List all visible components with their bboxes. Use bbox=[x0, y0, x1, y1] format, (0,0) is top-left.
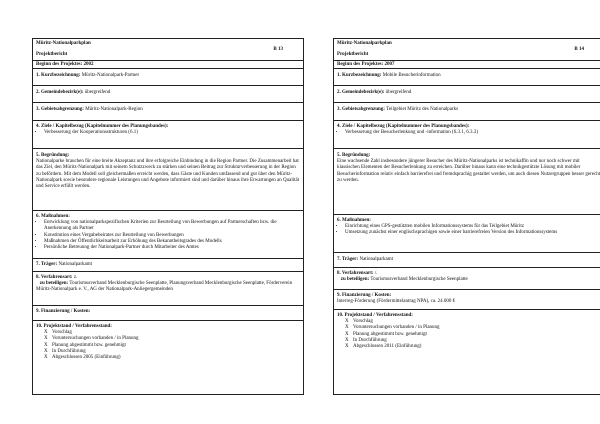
status-item: X Abgeschlossen 2005 (Einführung) bbox=[44, 355, 121, 361]
sheet-header bbox=[334, 39, 600, 61]
status-item: X Voruntersuchungen vorhanden / in Planung bbox=[345, 325, 440, 331]
measure-item: • Entwicklung von nationalparkspezifischen Kriterien zur Beurteilung von Bewerbungen auf Partnerschaften bzw. die Anerkennung als Partner bbox=[44, 220, 300, 232]
sheet-header bbox=[33, 39, 303, 61]
project-sheet-b13 bbox=[32, 38, 304, 395]
field-carrier: 7. Träger: Nationalparkamt bbox=[334, 253, 600, 268]
report-subtitle: Projektbericht bbox=[337, 51, 369, 57]
measure-item: • Persönliche Betreuung der Nationalpark-Partner durch Mitarbeiter des Amtes bbox=[44, 245, 300, 251]
plan-title: Müritz-Nationalparkplan bbox=[337, 41, 392, 46]
measure-item: • Umsetzung zunächst einer englischsprachigen sowie einer barrierefreien Version des Informationssystems bbox=[345, 230, 600, 236]
field-status: 10. Projektstand / Verfahrensstand: X Vorschlag X Voruntersuchungen vorhanden / in Planung X Planung abgestimmt bzw. genehmigt X In Durchführung X Abgeschlossen 2005 (Einführung) bbox=[33, 321, 303, 362]
field-municipality: 2. Gemeindebezirk(e): übergreifend bbox=[334, 86, 600, 103]
field-goals: 4. Ziele / Kapitelbezug (Kapitelnummer des Planungsbandes): • Verbesserung der Besucherlenkung und -information (6.3.1, 6.3.3) bbox=[334, 121, 600, 149]
field-procedure: 8. Verfahrensart: /. zu beteiligen: Tourismusverband Mecklenburgische Seenplatte bbox=[334, 268, 600, 290]
sheet-number: B 13 bbox=[273, 47, 283, 52]
field-reason: 5. Begründung: Eine wachsende Zahl insbesondere jüngerer Besucher des Müritz-Nationalparks ist technikaffin und nur noch schwer mit klassischen Elementen der Besucherlenkung zu erreichen. Darüber hinaus kann eine technikgestützte Lösung mit mobiler Besucherinformation relativ einfach barrierefrei und fremdsprachig gestaltet werden, um auch diesen Nutzergruppen besser gerecht zu werden. bbox=[334, 149, 600, 215]
field-area: 3. Gebietsabgrenzung: Müritz-Nationalpark-Region bbox=[33, 103, 303, 121]
status-item: X Abgeschlossen 2011 (Einführung) bbox=[345, 344, 422, 350]
report-subtitle: Projektbericht bbox=[36, 51, 68, 57]
sheet-number: B 14 bbox=[574, 47, 584, 52]
field-measures: 6. Maßnahmen: • Entwicklung von nationalparkspezifischen Kriterien zur Beurteilung von Bewerbungen auf Partnerschaften bzw. die Anerkennung als Partner • Konstitution eines Vergabebeirates zur Beurteilung von Bewerbungen • Maßnahmen der Öffentlichkeitsarbeit zur Erhöhung des Bekanntheitsgrades des Modells • Persönliche Betreuung der Nationalpark-Partner durch Mitarbeiter des Amtes bbox=[33, 211, 303, 259]
status-item: X In Durchführung bbox=[44, 348, 86, 354]
field-goals: 4. Ziele / Kapitelbezug (Kapitelnummer des Planungsbandes): • Verbesserung der Kooperationsstrukturen (6.1) bbox=[33, 121, 303, 149]
status-item: X In Durchführung bbox=[345, 337, 387, 343]
field-municipality: 2. Gemeindebezirk(e): übergreifend bbox=[33, 86, 303, 103]
status-item: X Vorschlag bbox=[345, 319, 373, 325]
field-carrier: 7. Träger: Nationalparkamt bbox=[33, 259, 303, 272]
measure-item: • Maßnahmen der Öffentlichkeitsarbeit zur Erhöhung des Bekanntheitsgrades des Modells bbox=[44, 239, 300, 245]
field-procedure: 8. Verfahrensart: z. zu beteiligen: Tourismusverband Mecklenburgische Seenplatte, Planungsverband Mecklenburgische Seenplatte, Förderverein Müritz-Nationalpark e. V., AG der Nationalpark-Anliegergemeinden bbox=[33, 272, 303, 306]
field-measures: 6. Maßnahmen: • Einrichtung eines GPS-gestützten mobilen Informationssystems für das Teilgebiet Müritz • Umsetzung zunächst einer englischsprachigen sowie einer barrierefreien Version des Informationssystems bbox=[334, 215, 600, 253]
field-short-name: 1. Kurzbezeichnung: Müritz-Nationalpark-Partner bbox=[33, 69, 303, 86]
project-begin: Beginn des Projektes: 2002 bbox=[33, 61, 303, 69]
goal-item: • Verbesserung der Besucherlenkung und -information (6.3.1, 6.3.3) bbox=[345, 130, 600, 136]
status-item: X Vorschlag bbox=[44, 330, 72, 336]
status-item: X Voruntersuchungen vorhanden / in Planung bbox=[44, 336, 139, 342]
project-sheet-b14 bbox=[333, 38, 600, 395]
field-status: 10. Projektstand / Verfahrensstand: X Vorschlag X Voruntersuchungen vorhanden / in Planung X Planung abgestimmt bzw. genehmigt X In Durchführung X Abgeschlossen 2011 (Einführung) bbox=[334, 310, 600, 351]
project-begin: Beginn des Projektes: 2007 bbox=[334, 61, 600, 69]
status-item: X Planung abgestimmt bzw. genehmigt bbox=[345, 331, 427, 337]
field-reason: 5. Begründung: Nationalparke brauchen für eine breite Akzeptanz und ihre erfolgreiche Einbindung in die Region Partner. Die Zusammenarbeit hat das Ziel, den Müritz-Nationalpark mit seinem Schutzzweck zu stärken und seinen Beitrag zur Strukturverbesserung in der Region zu befördern. Mit dem Modell soll gleichermaßen erreicht werden, dass Gäste und Kunden umfassend und gut über den Müritz-Nationalpark sowie besondere regionale Leistungen und Angebote informiert sind und darüber hinaus ihre Erwartungen an Qualität und Service erfüllt werden. bbox=[33, 149, 303, 211]
goal-item: • Verbesserung der Kooperationsstrukturen (6.1) bbox=[44, 130, 300, 136]
measure-item: • Einrichtung eines GPS-gestützten mobilen Informationssystems für das Teilgebiet Müritz bbox=[345, 224, 600, 230]
plan-title: Müritz-Nationalparkplan bbox=[36, 41, 91, 46]
field-financing: 9. Finanzierung / Kosten: bbox=[33, 306, 303, 321]
field-area: 3. Gebietsabgrenzung: Teilgebiet Müritz des Nationalparks bbox=[334, 103, 600, 121]
status-item: X Planung abgestimmt bzw. genehmigt bbox=[44, 342, 126, 348]
field-financing: 9. Finanzierung / Kosten: Interreg-Förderung (Fördermittelantrag NPA), ca. 24.000 € bbox=[334, 290, 600, 310]
field-short-name: 1. Kurzbezeichnung: Mobile Besucherinformation bbox=[334, 69, 600, 86]
measure-item: • Konstitution eines Vergabebeirates zur Beurteilung von Bewerbungen bbox=[44, 233, 300, 239]
